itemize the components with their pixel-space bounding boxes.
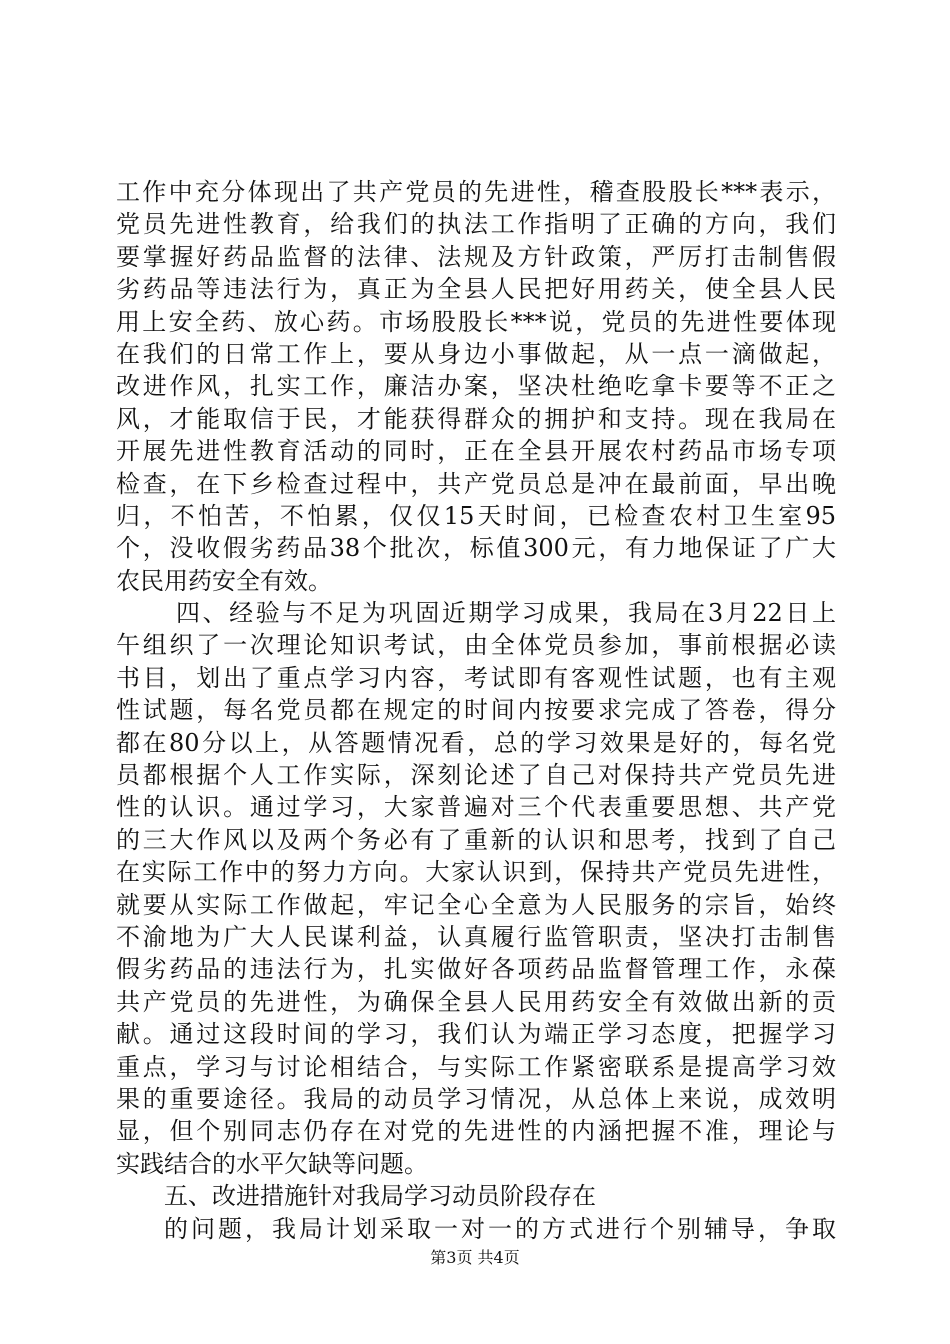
text-line: 显，但个别同志仍存在对党的先进性的内涵把握不准，理论与	[116, 1117, 836, 1146]
text-line: 重点，学习与讨论相结合，与实际工作紧密联系是提高学习效	[116, 1052, 836, 1081]
text-line: 归，不怕苦，不怕累，仅仅15天时间，已检查农村卫生室95	[116, 501, 836, 530]
text-line: 在我们的日常工作上，要从身边小事做起，从一点一滴做起，	[116, 339, 836, 368]
text-line: 果的重要途径。我局的动员学习情况，从总体上来说，成效明	[116, 1084, 836, 1113]
text-line: 午组织了一次理论知识考试，由全体党员参加，事前根据必读	[116, 631, 836, 660]
text-line: 的问题，我局计划采取一对一的方式进行个别辅导，争取	[164, 1214, 836, 1243]
text-line: 劣药品等违法行为，真正为全县人民把好用药关，使全县人民	[116, 275, 836, 304]
text-line: 改进作风，扎实工作，廉洁办案，坚决杜绝吃拿卡要等不正之	[116, 372, 836, 401]
text-line: 献。通过这段时间的学习，我们认为端正学习态度，把握学习	[116, 1020, 836, 1049]
text-line: 党员先进性教育，给我们的执法工作指明了正确的方向，我们	[116, 210, 836, 239]
text-line: 共产党员的先进性，为确保全县人民用药安全有效做出新的贡	[116, 987, 836, 1016]
text-line: 检查，在下乡检查过程中，共产党员总是冲在最前面，早出晚	[116, 469, 836, 498]
text-line: 员都根据个人工作实际，深刻论述了自己对保持共产党员先进	[116, 761, 836, 790]
text-line: 性试题，每名党员都在规定的时间内按要求完成了答卷，得分	[116, 696, 836, 725]
text-line: 用上安全药、放心药。市场股股长***说，党员的先进性要体现	[116, 307, 836, 336]
text-line: 在实际工作中的努力方向。大家认识到，保持共产党员先进性，	[116, 858, 836, 887]
text-line: 就要从实际工作做起，牢记全心全意为人民服务的宗旨，始终	[116, 890, 836, 919]
text-line: 个，没收假劣药品38个批次，标值300元，有力地保证了广大	[116, 534, 836, 563]
text-line: 工作中充分体现出了共产党员的先进性，稽查股股长***表示，	[116, 178, 836, 206]
text-line: 的三大作风以及两个务必有了重新的认识和思考，找到了自己	[116, 825, 836, 854]
text-line: 性的认识。通过学习，大家普遍对三个代表重要思想、共产党	[116, 793, 836, 822]
text-line: 要掌握好药品监督的法律、法规及方针政策，严厉打击制售假	[116, 242, 836, 271]
text-line: 都在80分以上，从答题情况看，总的学习效果是好的，每名党	[116, 728, 836, 757]
section-heading-line: 五、改进措施针对我局学习动员阶段存在	[164, 1182, 596, 1211]
text-line: 农民用药安全有效。	[116, 566, 332, 595]
page-footer: 第3页 共4页	[430, 1248, 520, 1267]
body-text	[116, 176, 836, 1245]
text-line: 风，才能取信于民，才能获得群众的拥护和支持。现在我局在	[116, 404, 836, 433]
text-line: 书目，划出了重点学习内容，考试即有客观性试题，也有主观	[116, 663, 836, 692]
text-line: 假劣药品的违法行为，扎实做好各项药品监督管理工作，永葆	[116, 955, 836, 984]
section-heading-line: 四、经验与不足为巩固近期学习成果，我局在3月22日上	[176, 599, 836, 628]
text-line: 实践结合的水平欠缺等问题。	[116, 1149, 428, 1178]
text-line: 不渝地为广大人民谋利益，认真履行监管职责，坚决打击制售	[116, 922, 836, 951]
text-line: 开展先进性教育活动的同时，正在全县开展农村药品市场专项	[116, 437, 836, 466]
